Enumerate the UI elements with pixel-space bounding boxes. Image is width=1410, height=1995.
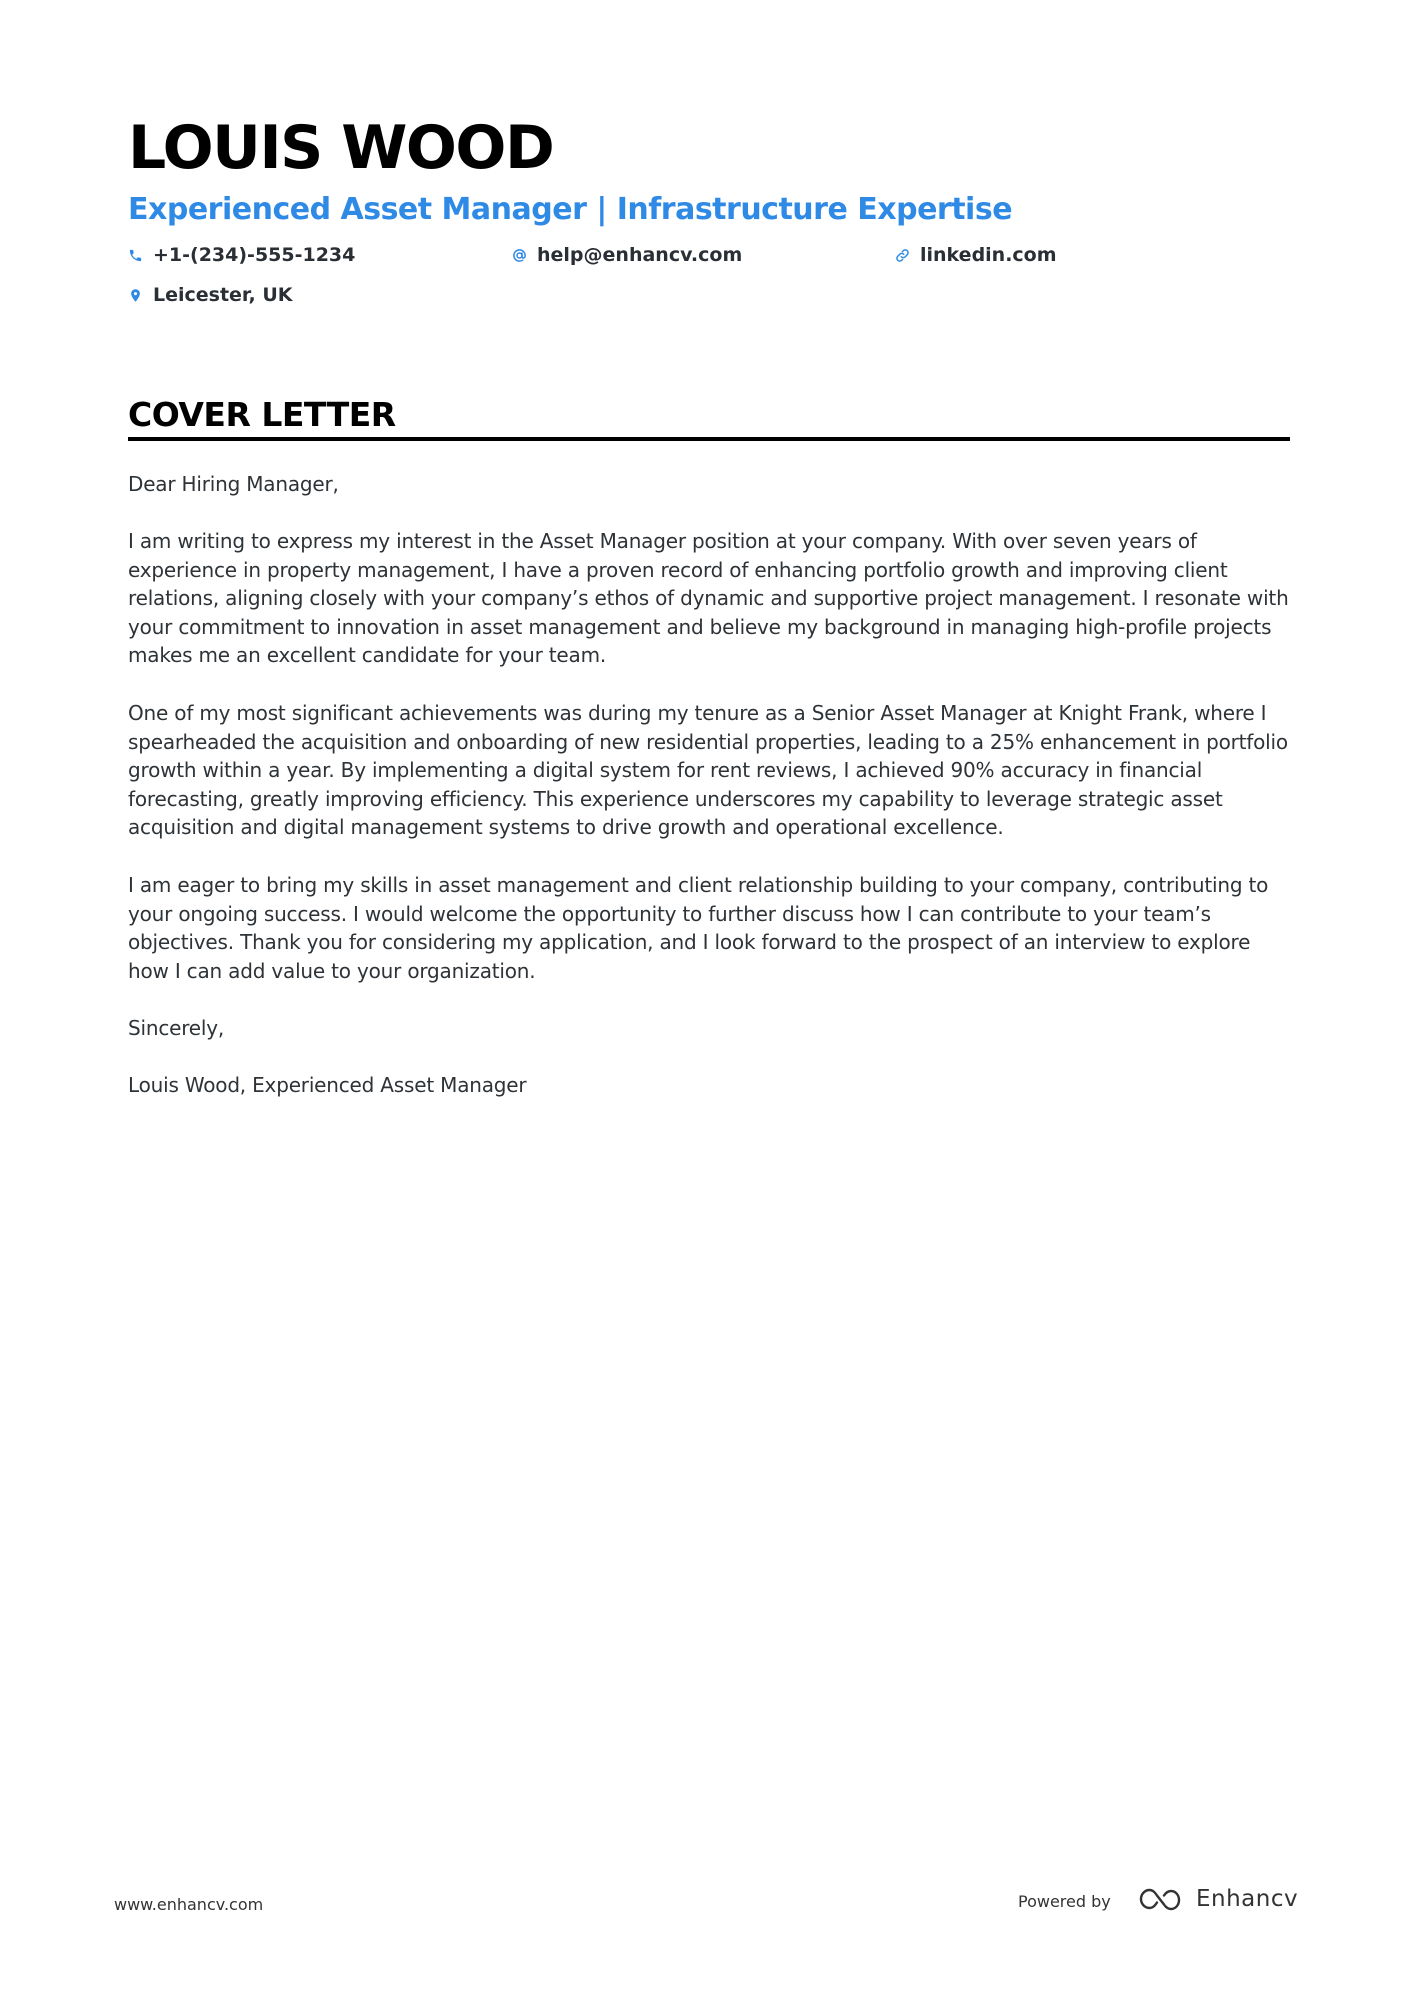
footer-url[interactable]: www.enhancv.com <box>114 1895 264 1914</box>
contact-location <box>128 282 293 308</box>
letter-greeting: Dear Hiring Manager, <box>128 472 339 496</box>
section-title: COVER LETTER <box>128 395 396 434</box>
at-icon <box>512 248 527 263</box>
link-text[interactable]: linkedin.com <box>920 244 1057 266</box>
location-text: Leicester, UK <box>153 284 293 306</box>
candidate-headline: Experienced Asset Manager | Infrastructure Expertise <box>128 192 1013 227</box>
enhancv-brand[interactable] <box>1138 1886 1298 1912</box>
letter-paragraph-1: I am writing to express my interest in the Asset Manager position at your company. With over seven years of experience in property management, I have a proven record of enhancing portfolio growth and improving client relations, aligning closely with your company’s ethos of dynamic and supportive project management. I resonate with your commitment to innovation in asset management and believe my background in managing high-profile projects makes me an excellent candidate for your team. <box>128 529 1289 668</box>
link-icon <box>895 248 910 263</box>
candidate-name: LOUIS WOOD <box>128 113 554 183</box>
contact-email[interactable] <box>512 242 742 268</box>
contact-link[interactable] <box>895 242 1057 268</box>
letter-paragraph-2: One of my most significant achievements was during my tenure as a Senior Asset Manager at Knight Frank, where I spearheaded the acquisition and onboarding of new residential properties, leading to a 25% enhancement in portfolio growth within a year. By implementing a digital system for rent reviews, I achieved 90% accuracy in financial forecasting, greatly improving efficiency. This experience underscores my capability to leverage strategic asset acquisition and digital management systems to drive growth and operational excellence. <box>128 701 1288 840</box>
section-divider <box>128 437 1290 441</box>
letter-signature: Louis Wood, Experienced Asset Manager <box>128 1073 527 1097</box>
letter-paragraph-3: I am eager to bring my skills in asset management and client relationship building to your company, contributing to your ongoing success. I would welcome the opportunity to further discuss how I can contribute to your team’s objectives. Thank you for considering my application, and I look forward to the prospect of an interview to explore how I can add value to your organization. <box>128 873 1269 983</box>
phone-text: +1-(234)-555-1234 <box>153 244 356 266</box>
location-pin-icon <box>128 288 143 303</box>
contact-phone <box>128 242 355 268</box>
enhancv-logo-icon <box>1138 1886 1184 1912</box>
letter-closing: Sincerely, <box>128 1016 225 1040</box>
email-text[interactable]: help@enhancv.com <box>537 244 743 266</box>
brand-name: Enhancv <box>1196 1886 1299 1912</box>
powered-by-label: Powered by <box>1018 1892 1111 1911</box>
phone-icon <box>128 248 143 263</box>
